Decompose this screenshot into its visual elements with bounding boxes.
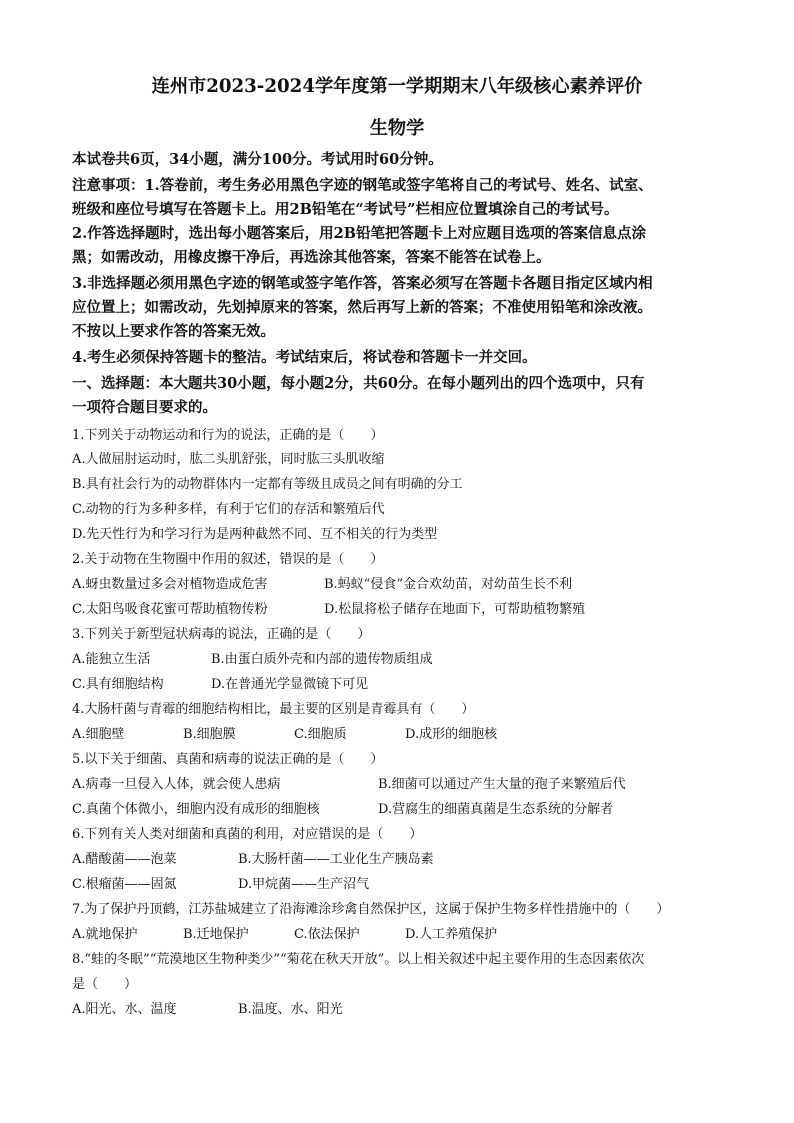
option-a: A.阳光、水、温度	[72, 1002, 177, 1017]
option-a: A.病毒一旦侵入人体，就会使人患病	[72, 777, 281, 792]
option-b: B.细菌可以通过产生大量的孢子来繁殖后代	[378, 777, 626, 792]
instruction-line: 应位置上；如需改动，先划掉原来的答案，然后再写上新的答案；不准使用铅笔和涂改液。	[72, 299, 652, 316]
option-b: B.蚂蚁“侵食”金合欢幼苗，对幼苗生长不利	[324, 577, 572, 592]
question-stem: 3.下列关于新型冠状病毒的说法，正确的是（ ）	[72, 627, 371, 642]
instruction-line: 3.非选择题必须用黑色字迹的钢笔或签字笔作答，答案必须写在答题卡各题目指定区域内相	[72, 275, 653, 292]
question-stem-continued: 是（ ）	[72, 977, 138, 992]
option-b: B.由蛋白质外壳和内部的遗传物质组成	[211, 652, 433, 667]
option-a: A.细胞壁	[72, 727, 125, 742]
option-row	[72, 648, 433, 667]
option-a: A.醋酸菌——泡菜	[72, 852, 177, 867]
option-b: B.细胞膜	[183, 727, 236, 742]
option-c: C.太阳鸟吸食花蜜可帮助植物传粉	[72, 602, 268, 617]
option-d: D.松鼠将松子储存在地面下，可帮助植物繁殖	[324, 602, 586, 617]
option-c: C.依法保护	[294, 927, 360, 942]
option-row	[72, 848, 434, 867]
option-a: A.人做屈肘运动时，肱二头肌舒张，同时肱三头肌收缩	[72, 452, 385, 467]
option-c: C.具有细胞结构	[72, 677, 164, 692]
option-row	[72, 673, 368, 692]
question-stem: 4.大肠杆菌与青霉的细胞结构相比，最主要的区别是青霉具有（ ）	[72, 702, 475, 717]
option-b: B.迁地保护	[183, 927, 249, 942]
option-b: B.温度、水、阳光	[238, 1002, 343, 1017]
question-stem: 7.为了保护丹顶鹤，江苏盐城建立了沿海滩涂珍禽自然保护区，这属于保护生物多样性措施中的（ ）	[72, 902, 670, 917]
option-d: D.在普通光学显微镜下可见	[211, 677, 369, 692]
instruction-line: 黑；如需改动，用橡皮擦干净后，再选涂其他答案，答案不能答在试卷上。	[72, 249, 551, 266]
option-d: D.人工养殖保护	[405, 927, 498, 942]
option-c: C.细胞质	[294, 727, 347, 742]
option-c: C.根瘤菌——固氮	[72, 877, 177, 892]
option-c: C.动物的行为多种多样，有利于它们的存活和繁殖后代	[72, 502, 385, 517]
question-stem: 5.以下关于细菌、真菌和病毒的说法正确的是（ ）	[72, 752, 384, 767]
option-d: D.营腐生的细菌真菌是生态系统的分解者	[378, 802, 614, 817]
instruction-line: 本试卷共6页，34小题，满分100分。考试用时60分钟。	[72, 151, 443, 168]
option-row	[72, 573, 572, 592]
option-d: D.成形的细胞核	[405, 727, 498, 742]
option-row	[72, 598, 585, 617]
instruction-line: 不按以上要求作答的答案无效。	[72, 323, 275, 340]
instruction-line: 2.作答选择题时，选出每小题答案后，用2B铅笔把答题卡上对应题目选项的答案信息点涂	[72, 225, 646, 242]
option-b: B.具有社会行为的动物群体内一定都有等级且成员之间有明确的分工	[72, 477, 463, 492]
option-d: D.先天性行为和学习行为是两种截然不同、互不相关的行为类型	[72, 527, 438, 542]
option-b: B.大肠杆菌——工业化生产胰岛素	[238, 852, 434, 867]
instruction-line: 班级和座位号填写在答题卡上。用2B铅笔在“考试号”栏相应位置填涂自己的考试号。	[72, 201, 619, 218]
page-title: 连州市2023-2024学年度第一学期期末八年级核心素养评价	[151, 76, 643, 97]
option-row	[72, 873, 369, 892]
section-heading: 一、选择题：本大题共30小题，每小题2分，共60分。在每小题列出的四个选项中，只有	[72, 375, 645, 392]
option-a: A.蚜虫数量过多会对植物造成危害	[72, 577, 268, 592]
question-stem: 8.“蛙的冬眠”“荒漠地区生物种类少”“菊花在秋天开放”。以上相关叙述中起主要作用的生态因素依次	[72, 952, 645, 967]
option-a: A.就地保护	[72, 927, 138, 942]
instruction-line: 4.考生必须保持答题卡的整洁。考试结束后，将试卷和答题卡一并交回。	[72, 349, 537, 366]
option-c: C.真菌个体微小，细胞内没有成形的细胞核	[72, 802, 320, 817]
option-row	[72, 798, 613, 817]
option-a: A.能独立生活	[72, 652, 151, 667]
question-stem: 2.关于动物在生物圈中作用的叙述，错误的是（ ）	[72, 552, 384, 567]
section-heading: 一项符合题目要求的。	[72, 399, 217, 416]
option-row	[72, 923, 497, 942]
option-d: D.甲烷菌——生产沼气	[238, 877, 370, 892]
subject-title: 生物学	[369, 118, 425, 139]
question-stem: 1.下列关于动物运动和行为的说法，正确的是（ ）	[72, 428, 384, 443]
option-row	[72, 998, 343, 1017]
option-row	[72, 723, 497, 742]
question-stem: 6.下列有关人类对细菌和真菌的利用，对应错误的是（ ）	[72, 827, 423, 842]
option-row	[72, 773, 626, 792]
instruction-line: 注意事项：1.答卷前，考生务必用黑色字迹的钢笔或签字笔将自己的考试号、姓名、试室、	[72, 177, 653, 194]
